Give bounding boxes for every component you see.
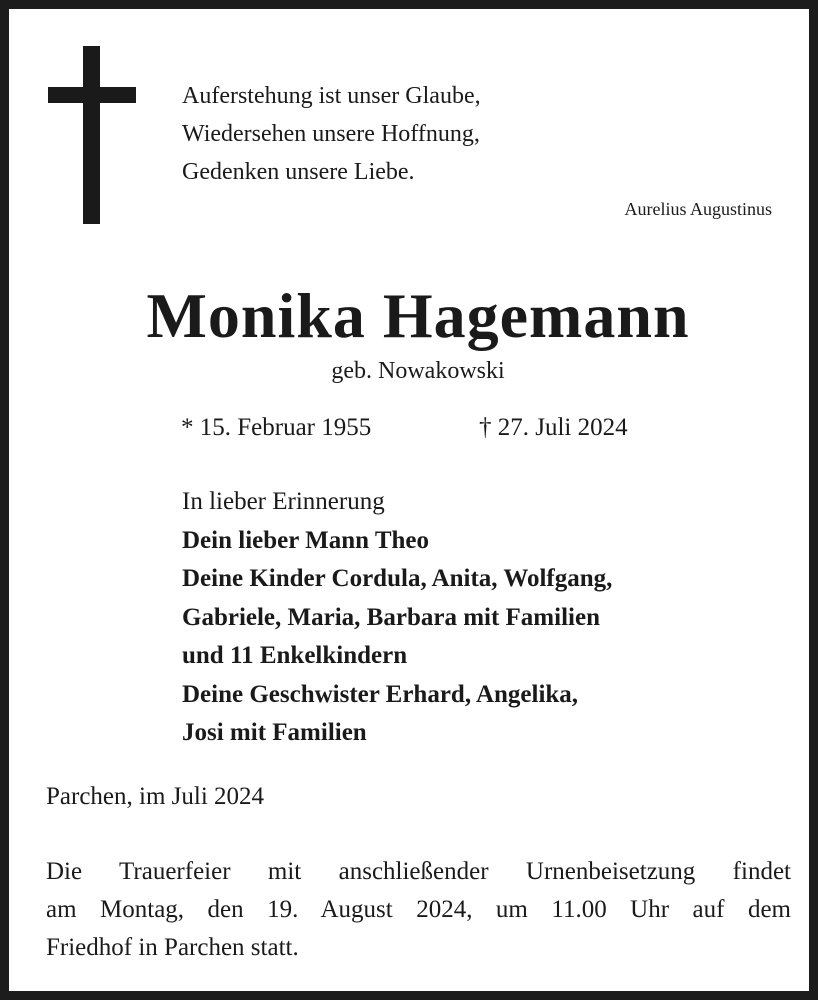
cross-horizontal-bar [48, 87, 136, 103]
mourner-line: Dein lieber Mann Theo [182, 526, 430, 554]
service-line: Friedhof in Parchen statt. [46, 934, 299, 961]
mourners-intro: In lieber Erinnerung [182, 488, 385, 515]
quote-line: Gedenken unsere Liebe. [182, 159, 415, 185]
mourners-block [182, 483, 612, 753]
cross-vertical-bar [83, 46, 100, 224]
mourner-line: Josi mit Familien [182, 719, 367, 746]
funeral-service-info [46, 853, 791, 967]
cross-icon [48, 46, 136, 224]
maiden-name: geb. Nowakowski [331, 358, 505, 384]
place-date: Parchen, im Juli 2024 [46, 783, 265, 810]
service-line: am Montag, den 19. August 2024, um 11.00 Uhr auf dem [46, 896, 791, 923]
death-date: † 27. Juli 2024 [479, 414, 628, 441]
deceased-name: Monika Hagemann [146, 280, 690, 351]
birth-date: * 15. Februar 1955 [181, 414, 372, 441]
mourner-line: Gabriele, Maria, Barbara mit Familien [182, 603, 600, 631]
mourner-line: und 11 Enkelkindern [182, 642, 408, 669]
quote-block [182, 77, 481, 191]
mourner-line: Deine Geschwister Erhard, Angelika, [182, 680, 579, 708]
quote-line: Auferstehung ist unser Glaube, [182, 83, 481, 109]
quote-author: Aurelius Augustinus [624, 199, 772, 219]
mourner-line: Deine Kinder Cordula, Anita, Wolfgang, [182, 565, 613, 592]
service-line: Die Trauerfeier mit anschließender Urnenbeisetzung findet [46, 858, 791, 885]
quote-line: Wiedersehen unsere Hoffnung, [182, 121, 480, 147]
